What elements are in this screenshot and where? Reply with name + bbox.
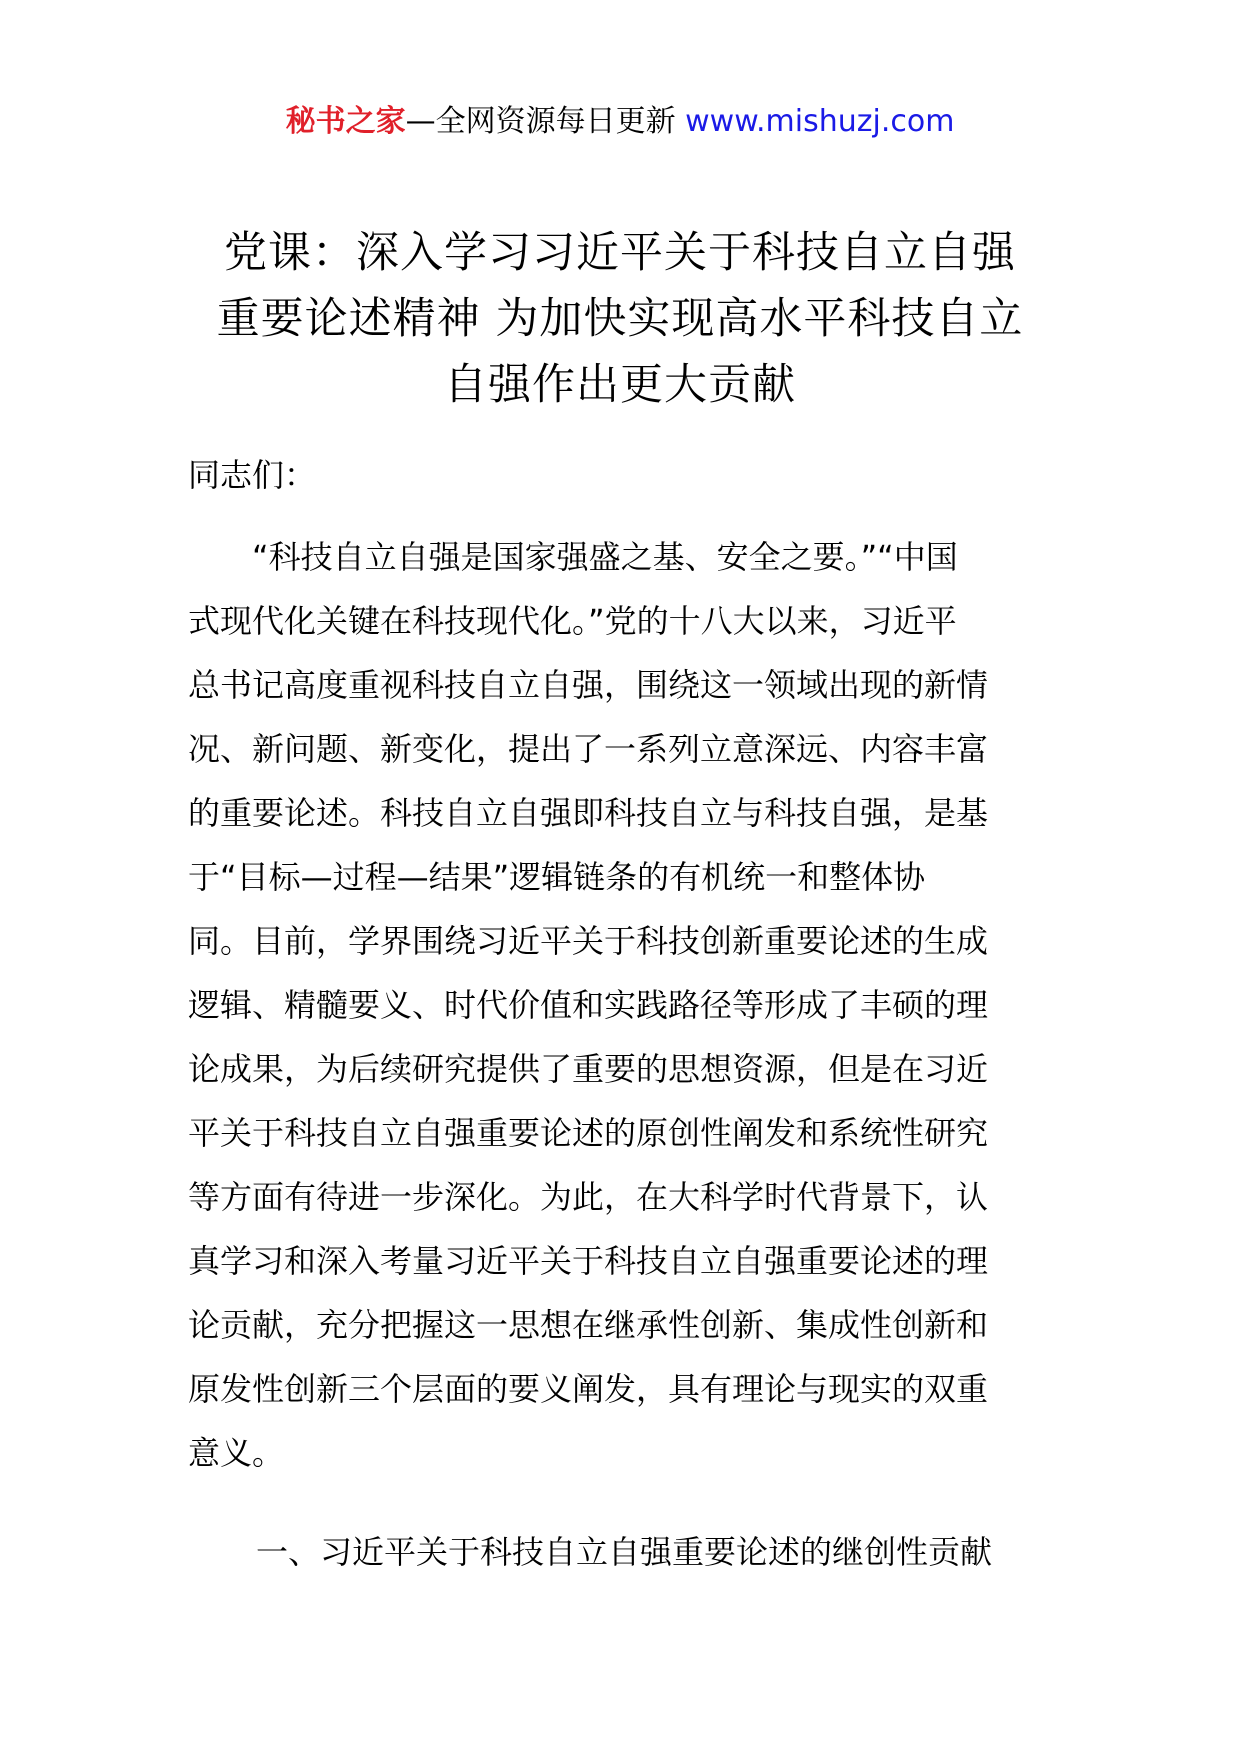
paragraph-line: 式现代化关键在科技现代化。”党的十八大以来，习近平 — [188, 602, 957, 640]
paragraph-line: “科技自立自强是国家强盛之基、安全之要。”“中国 — [252, 538, 958, 576]
paragraph-line: 等方面有待进一步深化。为此，在大科学时代背景下，认 — [188, 1178, 989, 1216]
title-line: 自强作出更大贡献 — [444, 360, 796, 410]
paragraph-line: 真学习和深入考量习近平关于科技自立自强重要论述的理 — [188, 1242, 989, 1280]
site-slogan: —全网资源每日更新 — [405, 104, 686, 139]
site-banner — [0, 100, 1240, 144]
title-line: 重要论述精神 为加快实现高水平科技自立 — [216, 294, 1024, 344]
paragraph-line: 况、新问题、新变化，提出了一系列立意深远、内容丰富 — [188, 730, 989, 768]
body-paragraph — [188, 535, 1058, 1495]
title-line: 党课：深入学习习近平关于科技自立自强 — [224, 228, 1016, 278]
paragraph-line: 意义。 — [188, 1434, 285, 1472]
paragraph-line: 同。目前，学界围绕习近平关于科技创新重要论述的生成 — [188, 922, 989, 960]
site-brand: 秘书之家 — [285, 104, 406, 139]
document-title — [180, 220, 1060, 418]
paragraph-line: 平关于科技自立自强重要论述的原创性阐发和系统性研究 — [188, 1114, 989, 1152]
paragraph-line: 论贡献，充分把握这一思想在继承性创新、集成性创新和 — [188, 1306, 989, 1344]
paragraph-line: 原发性创新三个层面的要义阐发，具有理论与现实的双重 — [188, 1370, 989, 1408]
salutation: 同志们： — [188, 456, 317, 494]
paragraph-line: 的重要论述。科技自立自强即科技自立与科技自强，是基 — [188, 794, 989, 832]
section-heading: 一、习近平关于科技自立自强重要论述的继创性贡献 — [256, 1533, 993, 1571]
paragraph-line: 论成果，为后续研究提供了重要的思想资源，但是在习近 — [188, 1050, 989, 1088]
paragraph-line: 总书记高度重视科技自立自强，围绕这一领域出现的新情 — [188, 666, 989, 704]
paragraph-line: 于“目标—过程—结果”逻辑链条的有机统一和整体协 — [188, 858, 926, 896]
site-url-link[interactable]: www.mishuzj.com — [685, 104, 955, 139]
paragraph-line: 逻辑、精髓要义、时代价值和实践路径等形成了丰硕的理 — [188, 986, 989, 1024]
